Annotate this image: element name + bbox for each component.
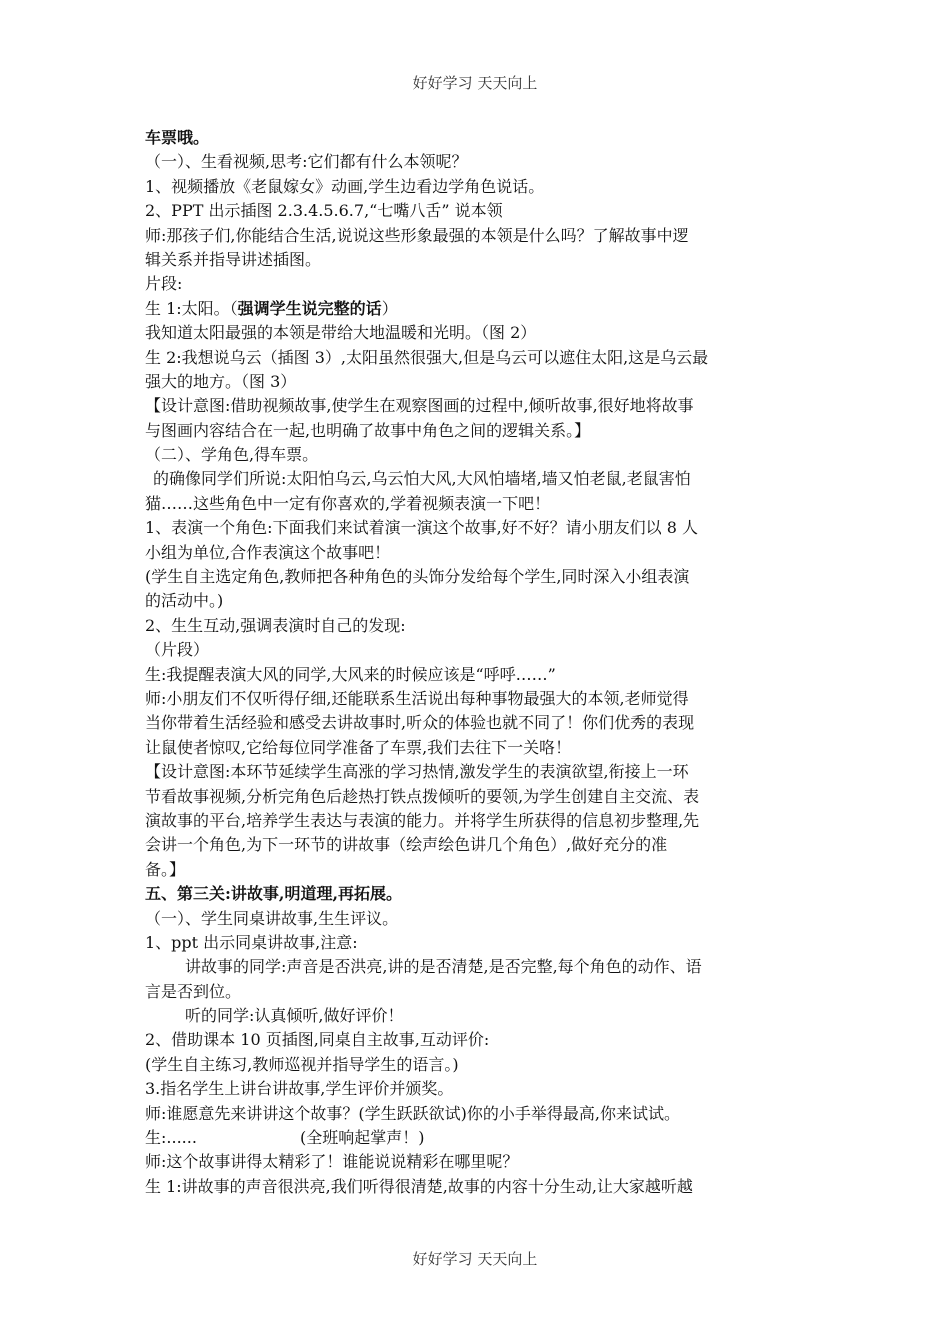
text-line: 2、PPT 出示插图 2.3.4.5.6.7,“七嘴八舌” 说本领	[145, 201, 503, 221]
text-line: 片段:	[145, 274, 183, 294]
text-line: 【设计意图:本环节延续学生高涨的学习热情,激发学生的表演欲望,衔接上一环	[145, 762, 689, 782]
text-line: 【设计意图:借助视频故事,使学生在观察图画的过程中,倾听故事,很好地将故事	[145, 396, 694, 416]
text-span: 生 1:太阳。（	[145, 298, 238, 318]
text-line: （片段）	[145, 640, 210, 660]
text-line: 1、视频播放《老鼠嫁女》动画,学生边看边学角色说话。	[145, 176, 545, 196]
text-line: 言是否到位。	[145, 981, 242, 1001]
text-line	[145, 297, 810, 321]
text-line: 师:小朋友们不仅听得仔细,还能联系生活说出每种事物最强大的本领,老师觉得	[145, 688, 689, 708]
text-span: (全班响起掌声！)	[300, 1128, 425, 1148]
text-line: 备。】	[145, 859, 186, 879]
text-line: 师:谁愿意先来讲讲这个故事？(学生跃跃欲试)你的小手举得最高,你来试试。	[145, 1103, 680, 1123]
text-line: 的确像同学们所说:太阳怕乌云,乌云怕大风,大风怕墙堵,墙又怕老鼠,老鼠害怕	[153, 469, 691, 489]
text-line: 2、生生互动,强调表演时自己的发现:	[145, 615, 406, 635]
text-line: (学生自主选定角色,教师把各种角色的头饰分发给每个学生,同时深入小组表演	[145, 567, 690, 587]
document-body	[145, 126, 810, 1199]
text-line: （一）、学生同桌讲故事,生生评议。	[145, 908, 399, 928]
text-line: 与图画内容结合在一起,也明确了故事中角色之间的逻辑关系。】	[145, 420, 591, 440]
text-line: 1、表演一个角色:下面我们来试着演一演这个故事,好不好？请小朋友们以 8 人	[145, 518, 699, 538]
text-line: 的活动中。)	[145, 591, 224, 611]
text-line: 让鼠使者惊叹,它给每位同学准备了车票,我们去往下一关咯！	[145, 737, 572, 757]
text-line: 1、ppt 出示同桌讲故事,注意:	[145, 932, 358, 952]
text-line: 车票哦。	[145, 128, 210, 147]
text-line: 辑关系并指导讲述插图。	[145, 249, 322, 269]
text-line: 师:这个故事讲得太精彩了！谁能说说精彩在哪里呢？	[145, 1152, 519, 1172]
text-span: 生:......	[145, 1128, 197, 1148]
text-line: 3.指名学生上讲台讲故事,学生评价并颁奖。	[145, 1079, 454, 1099]
text-line: 师:那孩子们,你能结合生活,说说这些形象最强的本领是什么吗？了解故事中逻	[145, 225, 689, 245]
page-footer: 好好学习 天天向上	[412, 1250, 538, 1268]
section-heading: 五、第三关:讲故事,明道理,再拓展。	[145, 884, 403, 904]
text-line: （一）、生看视频,思考:它们都有什么本领呢？	[145, 152, 468, 172]
text-line: 当你带着生活经验和感受去讲故事时,听众的体验也就不同了！你们优秀的表现	[145, 713, 695, 733]
text-line: 2、借助课本 10 页插图,同桌自主故事,互动评价:	[145, 1030, 490, 1050]
text-line: 生 1:讲故事的声音很洪亮,我们听得很清楚,故事的内容十分生动,让大家越听越	[145, 1176, 693, 1196]
text-line: （二）、学角色,得车票。	[145, 445, 319, 465]
text-line: 会讲一个角色,为下一环节的讲故事（绘声绘色讲几个角色）,做好充分的准	[145, 835, 668, 855]
text-line: 节看故事视频,分析完角色后趁热打铁点拨倾听的要领,为学生创建自主交流、表	[145, 786, 700, 806]
text-span: ）	[381, 298, 398, 318]
text-line	[145, 1126, 810, 1150]
page-header: 好好学习 天天向上	[412, 74, 538, 92]
text-line: 听的同学:认真倾听,做好评价！	[185, 1006, 404, 1026]
text-line: 演故事的平台,培养学生表达与表演的能力。并将学生所获得的信息初步整理,先	[145, 810, 700, 830]
text-line: 小组为单位,合作表演这个故事吧！	[145, 542, 391, 562]
text-line: 我知道太阳最强的本领是带给大地温暖和光明。（图 2）	[145, 323, 537, 343]
text-line: 讲故事的同学:声音是否洪亮,讲的是否清楚,是否完整,每个角色的动作、语	[185, 957, 702, 977]
text-line: 猫……这些角色中一定有你喜欢的,学着视频表演一下吧！	[145, 493, 551, 513]
text-line: 生 2:我想说乌云（插图 3）,太阳虽然很强大,但是乌云可以遮住太阳,这是乌云最	[145, 347, 709, 367]
text-line: 强大的地方。（图 3）	[145, 371, 297, 391]
text-line: 生:我提醒表演大风的同学,大风来的时候应该是“呼呼……”	[145, 664, 556, 684]
text-line: (学生自主练习,教师巡视并指导学生的语言。)	[145, 1054, 459, 1074]
emphasis-text: 强调学生说完整的话	[237, 298, 382, 318]
